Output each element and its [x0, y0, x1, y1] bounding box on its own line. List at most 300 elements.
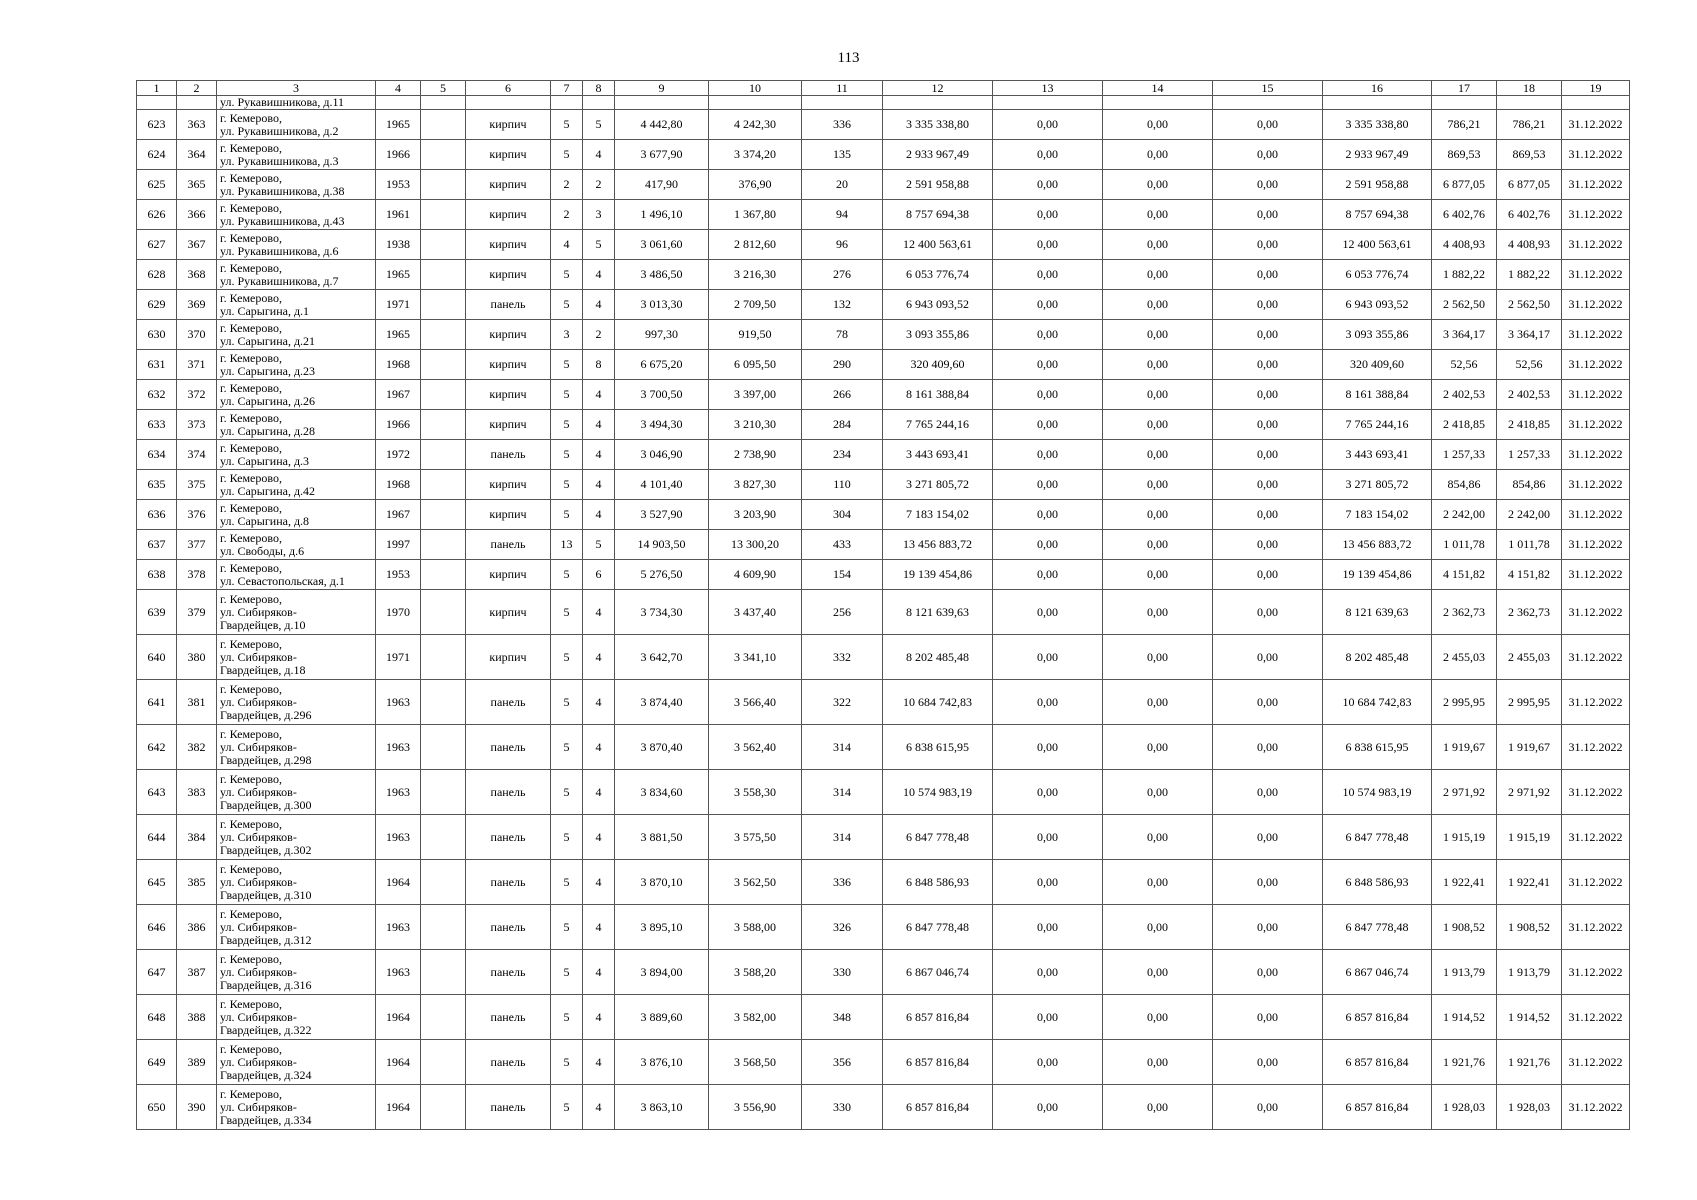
table-cell: 5: [551, 380, 583, 410]
table-cell: 3 556,90: [709, 1085, 802, 1130]
table-cell: 6 857 816,84: [1323, 995, 1432, 1040]
table-cell: 1961: [376, 200, 421, 230]
table-cell: 10 574 983,19: [1323, 770, 1432, 815]
table-cell: [1213, 96, 1323, 110]
table-cell: панель: [466, 725, 551, 770]
table-cell: 0,00: [1103, 770, 1213, 815]
table-cell: 2 933 967,49: [1323, 140, 1432, 170]
table-cell: 5 276,50: [615, 560, 709, 590]
table-cell: [466, 96, 551, 110]
table-cell: 1971: [376, 635, 421, 680]
table-cell: [1323, 96, 1432, 110]
table-cell: 0,00: [1213, 470, 1323, 500]
address-cell: г. Кемерово, ул. Сарыгина, д.42: [217, 470, 376, 500]
table-cell: панель: [466, 860, 551, 905]
table-cell: 629: [137, 290, 177, 320]
table-cell: [615, 96, 709, 110]
table-cell: 0,00: [1103, 1085, 1213, 1130]
table-cell: 0,00: [1213, 140, 1323, 170]
table-cell: 78: [802, 320, 883, 350]
table-cell: 625: [137, 170, 177, 200]
table-cell: 31.12.2022: [1562, 500, 1630, 530]
table-cell: 371: [177, 350, 217, 380]
table-cell: 0,00: [993, 320, 1103, 350]
table-cell: 0,00: [1103, 350, 1213, 380]
table-cell: 383: [177, 770, 217, 815]
table-cell: 0,00: [1103, 440, 1213, 470]
table-cell: 2 455,03: [1432, 635, 1497, 680]
table-cell: 389: [177, 1040, 217, 1085]
table-cell: 0,00: [1213, 860, 1323, 905]
table-cell: 0,00: [993, 860, 1103, 905]
table-cell: кирпич: [466, 200, 551, 230]
table-cell: 3 527,90: [615, 500, 709, 530]
table-cell: [1497, 96, 1562, 110]
table-row: [137, 560, 1630, 590]
table-cell: 3 889,60: [615, 995, 709, 1040]
table-cell: 0,00: [1103, 380, 1213, 410]
table-cell: 8 121 639,63: [883, 590, 993, 635]
table-cell: 648: [137, 995, 177, 1040]
table-cell: 0,00: [1213, 815, 1323, 860]
table-cell: 31.12.2022: [1562, 635, 1630, 680]
table-cell: 1972: [376, 440, 421, 470]
table-cell: 1 257,33: [1497, 440, 1562, 470]
table-row: [137, 170, 1630, 200]
table-cell: 31.12.2022: [1562, 410, 1630, 440]
table-cell: 234: [802, 440, 883, 470]
table-cell: 0,00: [1103, 470, 1213, 500]
table-cell: [421, 500, 466, 530]
table-cell: 3 210,30: [709, 410, 802, 440]
table-cell: 31.12.2022: [1562, 995, 1630, 1040]
table-cell: 2 738,90: [709, 440, 802, 470]
table-cell: 31.12.2022: [1562, 200, 1630, 230]
table-cell: 635: [137, 470, 177, 500]
table-cell: 336: [802, 110, 883, 140]
table-cell: 369: [177, 290, 217, 320]
table-cell: кирпич: [466, 380, 551, 410]
table-cell: [421, 170, 466, 200]
address-cell: ул. Рукавишникова, д.11: [217, 96, 376, 110]
table-row: [137, 380, 1630, 410]
table-cell: 624: [137, 140, 177, 170]
table-cell: панель: [466, 905, 551, 950]
table-cell: 1963: [376, 680, 421, 725]
table-cell: 12 400 563,61: [1323, 230, 1432, 260]
table-cell: 4: [583, 680, 615, 725]
table-cell: панель: [466, 995, 551, 1040]
table-cell: 3 582,00: [709, 995, 802, 1040]
table-cell: 628: [137, 260, 177, 290]
table-cell: 649: [137, 1040, 177, 1085]
table-cell: 0,00: [1103, 170, 1213, 200]
table-cell: 3 397,00: [709, 380, 802, 410]
table-cell: 0,00: [993, 560, 1103, 590]
table-cell: 3 827,30: [709, 470, 802, 500]
table-cell: 3 895,10: [615, 905, 709, 950]
table-cell: 6 848 586,93: [1323, 860, 1432, 905]
table-cell: 0,00: [993, 905, 1103, 950]
table-cell: 2 971,92: [1497, 770, 1562, 815]
table-cell: 256: [802, 590, 883, 635]
table-cell: 5: [551, 500, 583, 530]
table-cell: 31.12.2022: [1562, 260, 1630, 290]
table-cell: 0,00: [1213, 200, 1323, 230]
table-cell: [177, 96, 217, 110]
table-cell: 1964: [376, 860, 421, 905]
address-cell: г. Кемерово, ул. Сарыгина, д.3: [217, 440, 376, 470]
table-cell: 6 847 778,48: [883, 905, 993, 950]
table-cell: 869,53: [1432, 140, 1497, 170]
table-cell: 0,00: [993, 260, 1103, 290]
table-cell: кирпич: [466, 260, 551, 290]
table-cell: 388: [177, 995, 217, 1040]
table-cell: 0,00: [993, 590, 1103, 635]
table-cell: панель: [466, 290, 551, 320]
table-cell: 5: [551, 995, 583, 1040]
table-cell: 3 061,60: [615, 230, 709, 260]
table-cell: панель: [466, 1085, 551, 1130]
table-cell: 154: [802, 560, 883, 590]
table-cell: 2 591 958,88: [1323, 170, 1432, 200]
table-cell: [421, 950, 466, 995]
table-cell: 284: [802, 410, 883, 440]
table-cell: 31.12.2022: [1562, 350, 1630, 380]
table-cell: 330: [802, 1085, 883, 1130]
column-header: 19: [1562, 81, 1630, 96]
table-cell: 0,00: [1213, 410, 1323, 440]
table-cell: 5: [551, 635, 583, 680]
table-cell: 2 455,03: [1497, 635, 1562, 680]
table-row: [137, 500, 1630, 530]
table-cell: 31.12.2022: [1562, 770, 1630, 815]
table-cell: 5: [551, 770, 583, 815]
table-cell: 0,00: [1213, 500, 1323, 530]
table-cell: 0,00: [1103, 410, 1213, 440]
address-cell: г. Кемерово, ул. Сарыгина, д.1: [217, 290, 376, 320]
table-cell: 31.12.2022: [1562, 905, 1630, 950]
table-cell: [421, 590, 466, 635]
table-cell: 786,21: [1497, 110, 1562, 140]
table-cell: 4: [551, 230, 583, 260]
address-cell: г. Кемерово, ул. Сибиряков- Гвардейцев, д.322: [217, 995, 376, 1040]
table-cell: 644: [137, 815, 177, 860]
column-header: 18: [1497, 81, 1562, 96]
table-row: [137, 725, 1630, 770]
table-cell: 385: [177, 860, 217, 905]
table-cell: 1963: [376, 815, 421, 860]
address-cell: г. Кемерово, ул. Сибиряков- Гвардейцев, д.296: [217, 680, 376, 725]
column-header: 2: [177, 81, 217, 96]
table-cell: 31.12.2022: [1562, 380, 1630, 410]
table-cell: 4: [583, 470, 615, 500]
table-cell: 4: [583, 815, 615, 860]
table-cell: 6 838 615,95: [883, 725, 993, 770]
table-cell: 94: [802, 200, 883, 230]
table-cell: 0,00: [993, 410, 1103, 440]
table-cell: 2 362,73: [1497, 590, 1562, 635]
table-cell: 7 765 244,16: [883, 410, 993, 440]
table-cell: 4 242,30: [709, 110, 802, 140]
table-cell: [883, 96, 993, 110]
table-cell: 6 867 046,74: [1323, 950, 1432, 995]
table-cell: 8: [583, 350, 615, 380]
table-cell: 3 335 338,80: [1323, 110, 1432, 140]
table-cell: 6 402,76: [1432, 200, 1497, 230]
table-cell: 0,00: [1103, 905, 1213, 950]
table-cell: 3 700,50: [615, 380, 709, 410]
address-cell: г. Кемерово, ул. Свободы, д.6: [217, 530, 376, 560]
table-cell: 3 374,20: [709, 140, 802, 170]
table-cell: [421, 860, 466, 905]
table-cell: 1 913,79: [1497, 950, 1562, 995]
address-cell: г. Кемерово, ул. Рукавишникова, д.3: [217, 140, 376, 170]
table-cell: 3 335 338,80: [883, 110, 993, 140]
table-cell: 0,00: [1213, 995, 1323, 1040]
table-cell: 0,00: [1213, 905, 1323, 950]
table-cell: 336: [802, 860, 883, 905]
table-cell: кирпич: [466, 560, 551, 590]
table-cell: 0,00: [993, 470, 1103, 500]
table-cell: 31.12.2022: [1562, 1085, 1630, 1130]
table-cell: панель: [466, 440, 551, 470]
table-cell: 366: [177, 200, 217, 230]
table-row: [137, 320, 1630, 350]
table-cell: 6 867 046,74: [883, 950, 993, 995]
table-cell: 1970: [376, 590, 421, 635]
table-cell: 1966: [376, 140, 421, 170]
table-cell: [421, 110, 466, 140]
table-cell: 1 915,19: [1497, 815, 1562, 860]
column-header: 11: [802, 81, 883, 96]
table-cell: 368: [177, 260, 217, 290]
address-cell: г. Кемерово, ул. Сарыгина, д.26: [217, 380, 376, 410]
table-cell: 6 877,05: [1432, 170, 1497, 200]
address-cell: г. Кемерово, ул. Рукавишникова, д.6: [217, 230, 376, 260]
table-cell: 5: [551, 860, 583, 905]
table-cell: кирпич: [466, 590, 551, 635]
table-cell: [421, 725, 466, 770]
table-cell: 322: [802, 680, 883, 725]
table-cell: 636: [137, 500, 177, 530]
table-cell: 646: [137, 905, 177, 950]
table-cell: 330: [802, 950, 883, 995]
table-cell: 1 011,78: [1497, 530, 1562, 560]
table-cell: 8 202 485,48: [1323, 635, 1432, 680]
table-cell: кирпич: [466, 230, 551, 260]
table-cell: 387: [177, 950, 217, 995]
table-cell: 31.12.2022: [1562, 440, 1630, 470]
table-cell: 1 928,03: [1497, 1085, 1562, 1130]
table-cell: 3 093 355,86: [883, 320, 993, 350]
table-cell: 314: [802, 770, 883, 815]
table-cell: 1964: [376, 995, 421, 1040]
table-cell: 8 757 694,38: [883, 200, 993, 230]
table-cell: 6 848 586,93: [883, 860, 993, 905]
column-header: 5: [421, 81, 466, 96]
table-cell: 3 341,10: [709, 635, 802, 680]
address-cell: г. Кемерово, ул. Сибиряков- Гвардейцев, д.298: [217, 725, 376, 770]
table-cell: 8 121 639,63: [1323, 590, 1432, 635]
table-cell: [421, 770, 466, 815]
table-cell: 373: [177, 410, 217, 440]
table-cell: 3 881,50: [615, 815, 709, 860]
table-row: [137, 110, 1630, 140]
table-cell: кирпич: [466, 350, 551, 380]
table-cell: [421, 440, 466, 470]
table-cell: 2: [551, 200, 583, 230]
table-cell: кирпич: [466, 320, 551, 350]
table-cell: кирпич: [466, 410, 551, 440]
table-cell: 0,00: [993, 815, 1103, 860]
address-cell: г. Кемерово, ул. Рукавишникова, д.7: [217, 260, 376, 290]
table-cell: 2 812,60: [709, 230, 802, 260]
table-cell: 630: [137, 320, 177, 350]
table-cell: [421, 380, 466, 410]
table-cell: 3 568,50: [709, 1040, 802, 1085]
table-cell: 1 913,79: [1432, 950, 1497, 995]
table-cell: 4: [583, 770, 615, 815]
table-cell: 1965: [376, 260, 421, 290]
table-cell: 3 566,40: [709, 680, 802, 725]
table-cell: 632: [137, 380, 177, 410]
table-cell: 1 914,52: [1432, 995, 1497, 1040]
table-cell: 6 943 093,52: [1323, 290, 1432, 320]
table-cell: 314: [802, 815, 883, 860]
table-cell: 6 847 778,48: [883, 815, 993, 860]
table-cell: 4: [583, 1085, 615, 1130]
table-cell: 0,00: [1103, 260, 1213, 290]
table-cell: [421, 635, 466, 680]
table-cell: 2 402,53: [1432, 380, 1497, 410]
column-header: 6: [466, 81, 551, 96]
table-cell: 96: [802, 230, 883, 260]
table-cell: 2 995,95: [1497, 680, 1562, 725]
table-cell: 0,00: [993, 1085, 1103, 1130]
table-cell: 4 151,82: [1432, 560, 1497, 590]
table-cell: 642: [137, 725, 177, 770]
table-cell: 1964: [376, 1040, 421, 1085]
table-cell: 379: [177, 590, 217, 635]
table-cell: 3 870,40: [615, 725, 709, 770]
table-cell: 19 139 454,86: [883, 560, 993, 590]
table-cell: 31.12.2022: [1562, 470, 1630, 500]
column-header: 15: [1213, 81, 1323, 96]
table-cell: 1 921,76: [1432, 1040, 1497, 1085]
table-cell: 332: [802, 635, 883, 680]
table-cell: 0,00: [993, 530, 1103, 560]
table-cell: 3 870,10: [615, 860, 709, 905]
table-cell: 1 882,22: [1432, 260, 1497, 290]
table-cell: 1 922,41: [1432, 860, 1497, 905]
table-cell: 12 400 563,61: [883, 230, 993, 260]
table-cell: 1963: [376, 905, 421, 950]
table-cell: 3 558,30: [709, 770, 802, 815]
table-cell: 637: [137, 530, 177, 560]
table-cell: 3 876,10: [615, 1040, 709, 1085]
table-cell: 1 011,78: [1432, 530, 1497, 560]
table-cell: 290: [802, 350, 883, 380]
table-cell: 0,00: [993, 200, 1103, 230]
table-cell: 6 838 615,95: [1323, 725, 1432, 770]
table-cell: 8 202 485,48: [883, 635, 993, 680]
table-cell: 3 588,20: [709, 950, 802, 995]
table-cell: 110: [802, 470, 883, 500]
table-cell: 314: [802, 725, 883, 770]
table-cell: [421, 230, 466, 260]
table-cell: 3 562,50: [709, 860, 802, 905]
table-cell: 8 161 388,84: [883, 380, 993, 410]
table-cell: 31.12.2022: [1562, 230, 1630, 260]
table-cell: [137, 96, 177, 110]
table-cell: [376, 96, 421, 110]
table-cell: 623: [137, 110, 177, 140]
table-cell: 0,00: [1103, 500, 1213, 530]
table-cell: 1 921,76: [1497, 1040, 1562, 1085]
table-cell: 135: [802, 140, 883, 170]
table-cell: 0,00: [1213, 590, 1323, 635]
address-cell: г. Кемерово, ул. Рукавишникова, д.43: [217, 200, 376, 230]
table-cell: 4: [583, 1040, 615, 1085]
table-cell: 0,00: [1213, 1040, 1323, 1085]
table-cell: 4 408,93: [1432, 230, 1497, 260]
table-cell: 5: [551, 470, 583, 500]
table-cell: 367: [177, 230, 217, 260]
address-cell: г. Кемерово, ул. Сибиряков- Гвардейцев, д.10: [217, 590, 376, 635]
table-cell: [421, 470, 466, 500]
table-cell: 0,00: [1103, 230, 1213, 260]
address-cell: г. Кемерово, ул. Сибиряков- Гвардейцев, д.312: [217, 905, 376, 950]
table-cell: 433: [802, 530, 883, 560]
table-cell: 2: [551, 170, 583, 200]
table-cell: [421, 1085, 466, 1130]
table-cell: 1963: [376, 950, 421, 995]
table-cell: 6 857 816,84: [883, 1085, 993, 1130]
table-cell: 5: [551, 1085, 583, 1130]
table-cell: [583, 96, 615, 110]
table-cell: кирпич: [466, 500, 551, 530]
table-row: [137, 290, 1630, 320]
table-cell: 363: [177, 110, 217, 140]
table-cell: 384: [177, 815, 217, 860]
table-cell: [421, 530, 466, 560]
table-cell: 0,00: [1213, 725, 1323, 770]
table-cell: 1 919,67: [1497, 725, 1562, 770]
table-cell: 381: [177, 680, 217, 725]
table-cell: 919,50: [709, 320, 802, 350]
table-cell: 0,00: [993, 440, 1103, 470]
table-cell: 0,00: [993, 110, 1103, 140]
table-cell: 6 877,05: [1497, 170, 1562, 200]
table-cell: панель: [466, 680, 551, 725]
table-cell: 31.12.2022: [1562, 815, 1630, 860]
table-row: [137, 680, 1630, 725]
table-cell: 2 562,50: [1432, 290, 1497, 320]
table-cell: 1 882,22: [1497, 260, 1562, 290]
table-cell: 31.12.2022: [1562, 1040, 1630, 1085]
table-cell: 31.12.2022: [1562, 320, 1630, 350]
table-cell: 1 257,33: [1432, 440, 1497, 470]
table-cell: [421, 320, 466, 350]
table-cell: 6 402,76: [1497, 200, 1562, 230]
column-header: 13: [993, 81, 1103, 96]
table-cell: 1965: [376, 320, 421, 350]
table-cell: 31.12.2022: [1562, 530, 1630, 560]
table-cell: 3 588,00: [709, 905, 802, 950]
table-cell: 0,00: [1213, 230, 1323, 260]
table-cell: 320 409,60: [883, 350, 993, 380]
